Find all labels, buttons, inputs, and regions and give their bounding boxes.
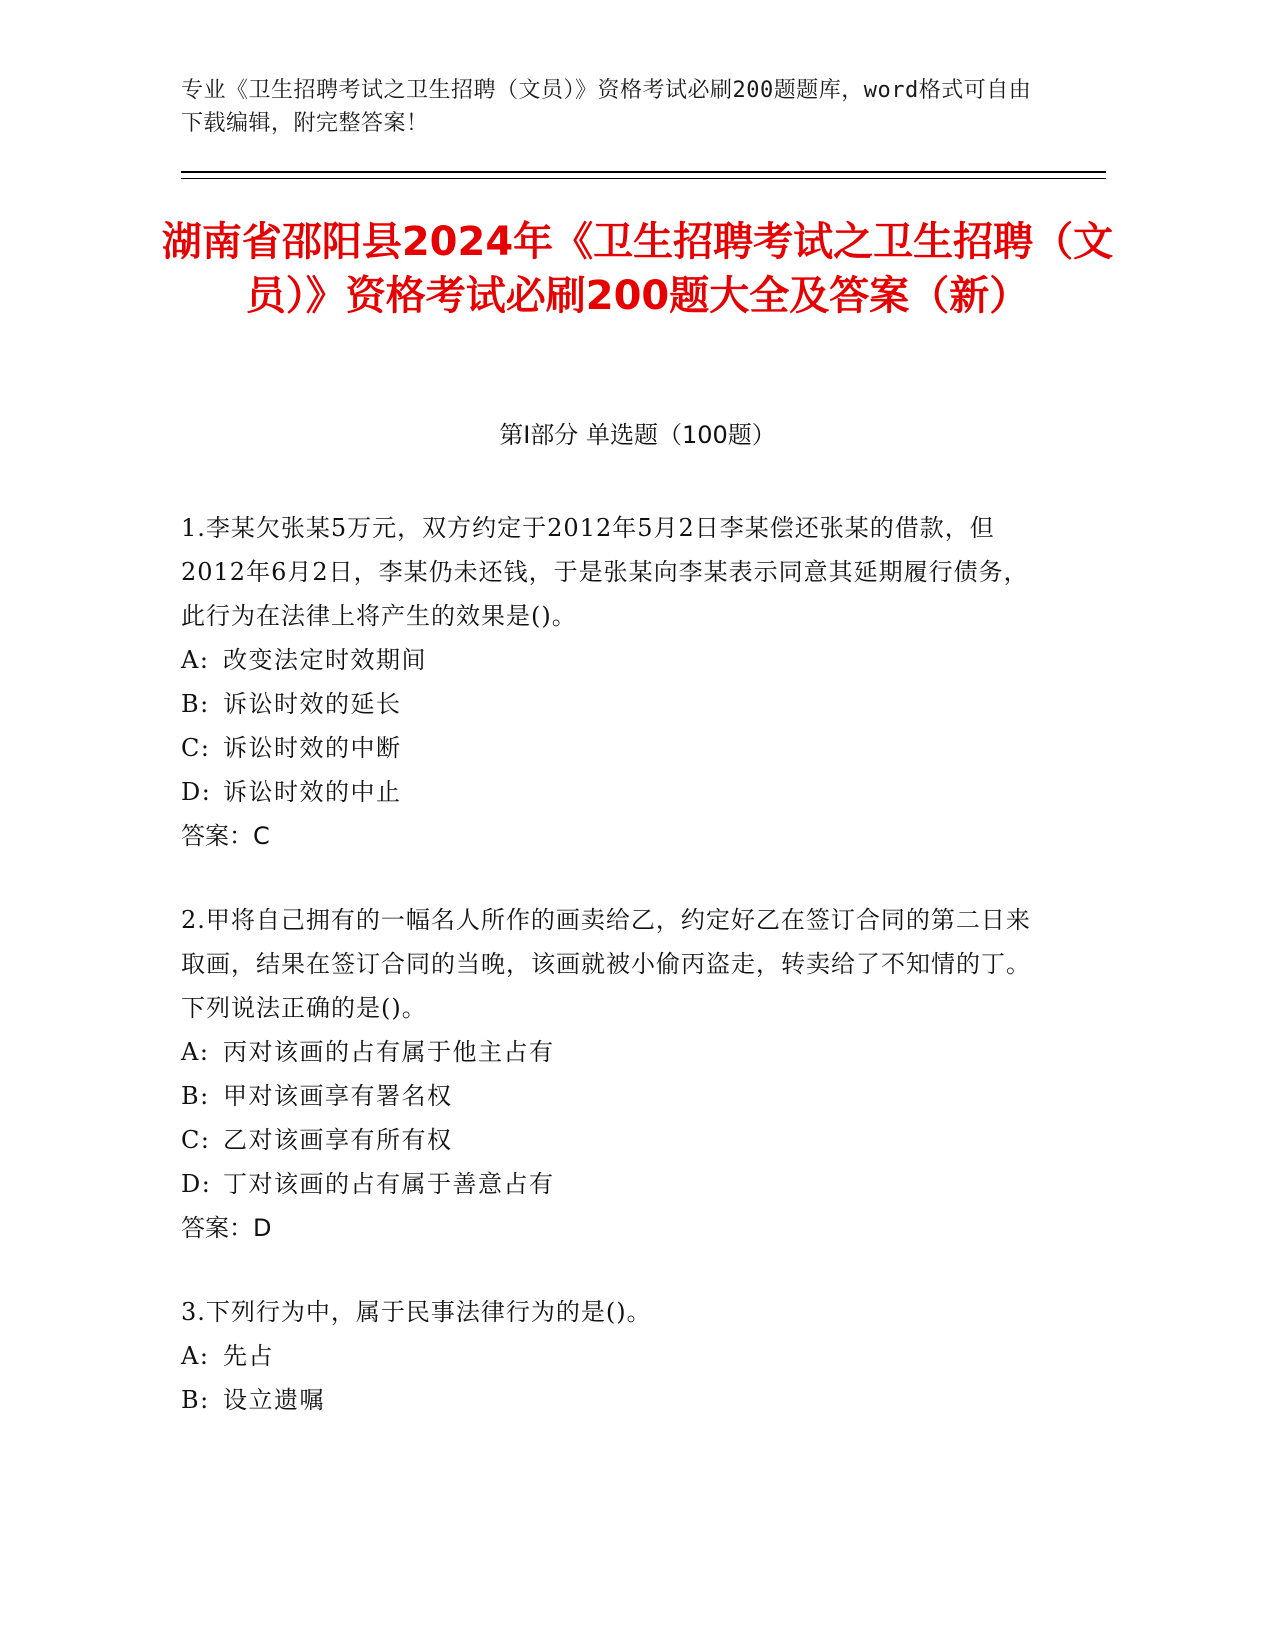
option-text: 丙对该画的占有属于他主占有 xyxy=(223,1038,555,1066)
header-note: 专业《卫生招聘考试之卫生招聘（文员）》资格考试必刷200题题库，word格式可自由下载编辑，附完整答案！ xyxy=(181,78,1032,136)
header-rule-thick xyxy=(181,171,1106,173)
option-d xyxy=(181,1162,1041,1206)
question-3 xyxy=(181,1290,1041,1422)
option-key: B: xyxy=(181,690,210,718)
question-1 xyxy=(181,506,1041,858)
option-c xyxy=(181,1118,1041,1162)
option-c xyxy=(181,726,1041,770)
document-title: 湖南省邵阳县2024年《卫生招聘考试之卫生招聘（文员）》资格考试必刷200题大全及答案（新） xyxy=(161,219,1114,319)
question-stem: 2.甲将自己拥有的一幅名人所作的画卖给乙，约定好乙在签订合同的第二日来取画，结果在签订合同的当晚，该画就被小偷丙盗走，转卖给了不知情的丁。下列说法正确的是()。 xyxy=(181,906,1031,1022)
question-stem: 1.李某欠张某5万元，双方约定于2012年5月2日李某偿还张某的借款，但2012年6月2日，李某仍未还钱，于是张某向李某表示同意其延期履行债务，此行为在法律上将产生的效果是()。 xyxy=(181,514,1029,630)
option-text: 诉讼时效的中断 xyxy=(223,734,402,762)
option-d xyxy=(181,770,1041,814)
answer-line: 答案：C xyxy=(181,822,270,850)
question-2 xyxy=(181,898,1041,1250)
question-stem: 3.下列行为中，属于民事法律行为的是()。 xyxy=(181,1298,652,1326)
option-key: A: xyxy=(181,646,210,674)
option-a xyxy=(181,1030,1041,1074)
option-b xyxy=(181,1074,1041,1118)
option-a xyxy=(181,638,1041,682)
option-key: A: xyxy=(181,1342,210,1370)
option-text: 设立遗嘱 xyxy=(223,1386,325,1414)
option-text: 诉讼时效的中止 xyxy=(223,778,402,806)
question-list xyxy=(181,506,1041,1462)
option-key: B: xyxy=(181,1386,210,1414)
option-text: 先占 xyxy=(223,1342,274,1370)
option-a xyxy=(181,1334,1041,1378)
option-key: A: xyxy=(181,1038,210,1066)
option-text: 乙对该画享有所有权 xyxy=(223,1126,453,1154)
option-key: D: xyxy=(181,778,212,806)
option-key: D: xyxy=(181,1170,212,1198)
option-text: 甲对该画享有署名权 xyxy=(223,1082,453,1110)
option-key: C: xyxy=(181,1126,211,1154)
header-rule-thin xyxy=(181,178,1106,179)
option-text: 丁对该画的占有属于善意占有 xyxy=(223,1170,555,1198)
section-heading: 第I部分 单选题（100题） xyxy=(499,421,776,449)
option-key: C: xyxy=(181,734,211,762)
option-b xyxy=(181,1378,1041,1422)
option-text: 诉讼时效的延长 xyxy=(223,690,402,718)
option-text: 改变法定时效期间 xyxy=(223,646,427,674)
option-key: B: xyxy=(181,1082,210,1110)
option-b xyxy=(181,682,1041,726)
answer-line: 答案：D xyxy=(181,1214,272,1242)
